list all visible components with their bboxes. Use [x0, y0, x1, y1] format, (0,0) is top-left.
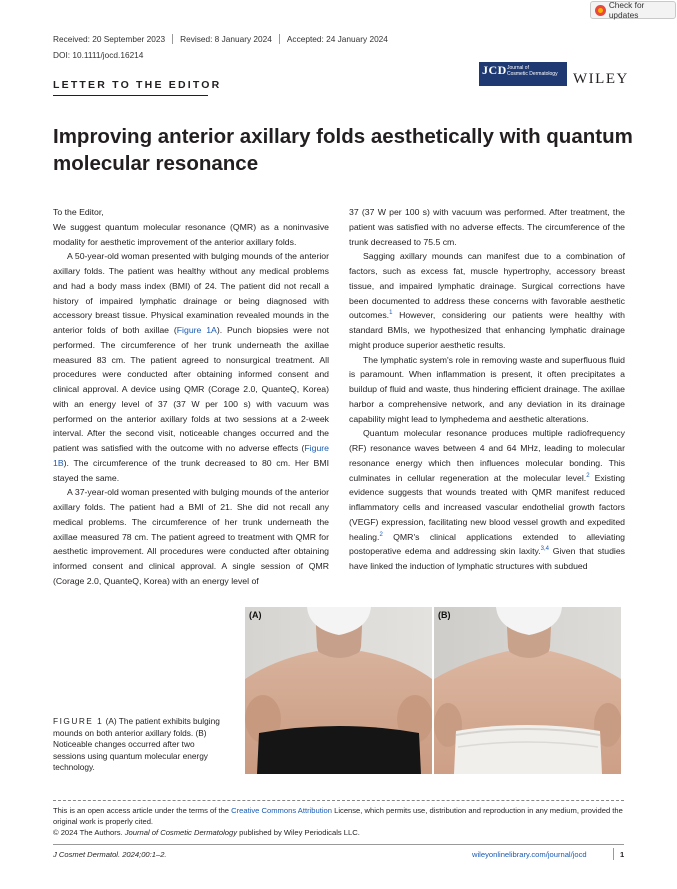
creative-commons-link[interactable]: Creative Commons Attribution [231, 806, 332, 815]
figure-link[interactable]: Figure 1A [176, 325, 217, 335]
reference-link[interactable]: 2 [379, 531, 383, 538]
license-notice: This is an open access article under the terms of the Creative Commons Attribution License, which permits use, distribution and reproduction in any medium, provided the original work is properly cited. © 2024 The Authors. Journal of Cosmetic Dermatology published by Wiley Periodicals LLC. [53, 806, 623, 837]
paragraph: Sagging axillary mounds can manifest due to a combination of factors, such as excess fat, muscle hypertrophy, accessory breast tissue, and impaired lymphatic drainage. Surgical corrections have been documented to address these concerns with favorable aesthetic outcomes.$^1$ However, considering our patients were healthy with standard BMIs, we hypothesized that enhancing lymphatic drainage might produce superior aesthetic results. [349, 251, 625, 350]
panel-a-label: (A) [249, 610, 262, 620]
footer-separator [613, 848, 614, 860]
reference-link[interactable]: 1 [389, 310, 393, 317]
paragraph: 37 (37 W per 100 s) with vacuum was performed. After treatment, the patient was satisfied with no adverse effects. The circumference of the trunk decreased to 75.5 cm. [349, 207, 625, 247]
revised-date: Revised: 8 January 2024 [172, 34, 279, 44]
footer-divider [53, 844, 624, 845]
journal-citation: J Cosmet Dermatol. 2024;00:1–2. [53, 850, 167, 859]
paragraph: A 50-year-old woman presented with bulging mounds of the anterior axillary folds. The patient was healthy without any medical problems and had a body mass index (BMI) of 24. The patient did not recall a history of impaired lymphatic drainage or being diagnosed with accessory breast tissue. Physical examination revealed mounds in the anterior folds of both axillae (Figure 1A). Punch biopsies were not performed. The circumference of her trunk underneath the axillae measured 83 cm. The patient agreed to nonsurgical treatment. All procedures were conducted after obtaining informed consent and clinical approval. A device using QMR (Corage 2.0, QuanteQ, Korea) with an energy level of 37 (37 W per 100 s) with vacuum was performed on the anterior axillary folds at two sessions at a 2-week interval. After the second visit, noticeable changes occurred and the patient was satisfied with the outcome with no adverse effects (Figure 1B). The circumference of the trunk decreased to 80 cm. Her BMI stayed the same. [53, 251, 329, 483]
paragraph: A 37-year-old woman presented with bulging mounds of the anterior axillary folds. The patient had a BMI of 21. She did not recall any medical problems. The circumference of her trunk underneath the axillae measured 78 cm. The patient agreed to treatment with QMR for aesthetic improvement. All procedures were conducted after obtaining informed consent and clinical approval. A single session of QMR (Corage 2.0, QuanteQ, Korea) with an energy level of [53, 487, 329, 586]
article-history [53, 34, 395, 44]
journal-url-link[interactable]: wileyonlinelibrary.com/journal/jocd [472, 850, 587, 859]
panel-b-label: (B) [438, 610, 451, 620]
figure-panel-a[interactable] [245, 607, 432, 774]
publisher-logo[interactable]: WILEY [573, 71, 629, 87]
license-divider [53, 800, 624, 801]
page-number: 1 [620, 850, 625, 859]
left-column [53, 205, 329, 589]
journal-logo-abbrev: JCD [482, 63, 507, 77]
paragraph: We suggest quantum molecular resonance (QMR) as a noninvasive modality for aesthetic improvement of the anterior axillary folds. [53, 221, 329, 247]
doi[interactable]: DOI: 10.1111/jocd.16214 [53, 50, 144, 60]
section-rule [53, 95, 208, 96]
accepted-date: Accepted: 24 January 2024 [279, 34, 395, 44]
figure-caption-text: (A) The patient exhibits bulging mounds on both anterior axillary folds. (B) Noticeable changes occurred after two sessions using quantum molecular energy technology. [53, 716, 220, 772]
figure-caption [53, 716, 223, 774]
journal-logo[interactable] [479, 62, 567, 86]
reference-link[interactable]: 2 [586, 472, 590, 479]
journal-logo-name: Journal of Cosmetic Dermatology [507, 65, 558, 77]
section-label: LETTER TO THE EDITOR [53, 79, 222, 91]
article-title: Improving anterior axillary folds aesthetically with quantum molecular resonance [53, 125, 633, 175]
check-for-updates-label: Check for updates [608, 0, 645, 20]
paragraph: The lymphatic system's role in removing waste and superfluous fluid is paramount. When inflammation is present, it often precipitates a buildup of fluid and waste, thus hindering efficient drainage. The axillae harbor a comprehensive network, and any deviation in its drainage capability might lead to lymphedema and aesthetic alterations. [349, 354, 625, 424]
received-date: Received: 20 September 2023 [53, 34, 166, 44]
reference-link[interactable]: 3,4 [540, 546, 549, 553]
figure-caption-label: FIGURE 1 [53, 716, 104, 726]
crossmark-icon [595, 5, 606, 16]
patient-photo-before [245, 607, 432, 774]
journal-name: Journal of Cosmetic Dermatology [124, 828, 238, 837]
right-column [349, 205, 625, 574]
paragraph: Quantum molecular resonance produces multiple radiofrequency (RF) resonance waves between 4 and 64 MHz, leading to molecular resonance energy which then influences molecular bonding. This culminates in cellular regeneration at the molecular level.$^2$ Existing evidence suggests that wounds treated with QMR manifest reduced inflammatory cells and increased vascular endothelial growth factors (VEGF) expression, facilitating new blood vessel growth and expedited healing.$^2$ QMR's clinical applications extended to alleviating postoperative edema and addressing skin laxity.$^{3,4}$ Given that studies have linked the induction of lymphatic structures with subdued [349, 428, 626, 571]
check-for-updates-button[interactable] [590, 1, 676, 19]
patient-photo-after [434, 607, 621, 774]
salutation: To the Editor, [53, 207, 104, 217]
figure-panel-b[interactable] [434, 607, 621, 774]
figure-link[interactable]: Figure 1B [53, 443, 329, 468]
